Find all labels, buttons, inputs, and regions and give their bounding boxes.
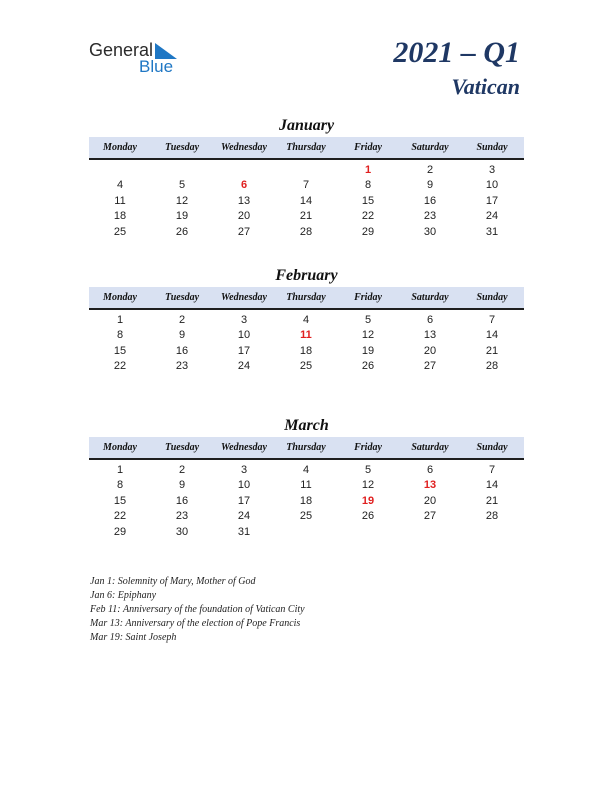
date-cell: 21	[485, 344, 499, 357]
date-cell: 2	[178, 463, 186, 476]
date-cell: 16	[423, 194, 437, 207]
date-cell: 12	[361, 329, 375, 342]
country-name: Vatican	[451, 74, 520, 99]
holiday-notes	[90, 575, 305, 645]
month-march	[89, 416, 524, 540]
week-row	[89, 328, 524, 344]
holiday-note: Feb 11: Anniversary of the foundation of Vatican City	[90, 604, 305, 615]
date-cell: 28	[299, 225, 313, 238]
date-cell: 15	[113, 494, 127, 507]
weekday-label: Saturday	[411, 142, 449, 153]
weekday-header-row	[89, 137, 524, 160]
date-cell: 26	[175, 225, 189, 238]
week-row	[89, 162, 524, 178]
date-cell: 30	[423, 225, 437, 238]
date-cell: 3	[240, 463, 248, 476]
weekday-label: Saturday	[411, 292, 449, 303]
holiday-note: Jan 1: Solemnity of Mary, Mother of God	[90, 576, 256, 587]
date-cell: 10	[485, 179, 499, 192]
date-cell: 29	[361, 225, 375, 238]
date-cell: 5	[364, 313, 372, 326]
holiday-date-cell: 6	[240, 179, 248, 192]
weeks-grid	[89, 462, 524, 540]
date-cell: 25	[113, 225, 127, 238]
date-cell: 25	[299, 360, 313, 373]
week-row	[89, 343, 524, 359]
date-cell: 22	[113, 510, 127, 523]
date-cell: 7	[488, 463, 496, 476]
date-cell: 8	[116, 479, 124, 492]
week-row	[89, 493, 524, 509]
weekday-label: Friday	[354, 142, 382, 153]
date-cell: 23	[423, 210, 437, 223]
date-cell: 13	[237, 194, 251, 207]
date-cell: 17	[237, 344, 251, 357]
date-cell: 15	[113, 344, 127, 357]
holiday-date-cell: 11	[300, 329, 312, 342]
date-cell: 6	[426, 313, 434, 326]
logo	[89, 40, 189, 76]
weekday-label: Monday	[103, 292, 137, 303]
weekday-label: Sunday	[476, 442, 508, 453]
holiday-date-cell: 13	[423, 479, 437, 492]
date-cell: 1	[116, 463, 124, 476]
week-row	[89, 224, 524, 240]
weekday-label: Tuesday	[164, 142, 200, 153]
week-row	[89, 462, 524, 478]
weekday-header-row	[89, 287, 524, 310]
weekday-header-row	[89, 437, 524, 460]
date-cell: 7	[488, 313, 496, 326]
weekday-label: Sunday	[476, 142, 508, 153]
week-row	[89, 209, 524, 225]
week-row	[89, 312, 524, 328]
weekday-label: Thursday	[286, 292, 326, 303]
quarter-title: 2021 – Q1	[393, 36, 520, 69]
date-cell: 3	[488, 163, 496, 176]
weekday-label: Thursday	[286, 442, 326, 453]
date-cell: 21	[485, 494, 499, 507]
date-cell: 14	[485, 479, 499, 492]
date-cell: 31	[237, 525, 251, 538]
date-cell: 9	[426, 179, 434, 192]
date-cell: 19	[361, 344, 375, 357]
week-row	[89, 524, 524, 540]
date-cell: 20	[423, 344, 437, 357]
month-february	[89, 266, 524, 374]
month-title: March	[284, 417, 329, 434]
date-cell: 9	[178, 479, 186, 492]
date-cell: 14	[485, 329, 499, 342]
week-row	[89, 359, 524, 375]
date-cell: 2	[426, 163, 434, 176]
date-cell: 27	[423, 360, 437, 373]
date-cell: 30	[175, 525, 189, 538]
date-cell: 28	[485, 360, 499, 373]
date-cell: 11	[300, 479, 312, 492]
week-row	[89, 509, 524, 525]
weeks-grid	[89, 162, 524, 240]
month-title: January	[278, 117, 335, 134]
date-cell: 31	[485, 225, 499, 238]
date-cell: 2	[178, 313, 186, 326]
date-cell: 28	[485, 510, 499, 523]
date-cell: 24	[237, 360, 251, 373]
date-cell: 11	[114, 194, 126, 207]
date-cell: 20	[423, 494, 437, 507]
date-cell: 10	[237, 479, 251, 492]
week-row	[89, 478, 524, 494]
weekday-label: Tuesday	[164, 292, 200, 303]
date-cell: 24	[237, 510, 251, 523]
weeks-grid	[89, 312, 524, 374]
weekday-label: Monday	[103, 142, 137, 153]
date-cell: 13	[423, 329, 437, 342]
date-cell: 29	[113, 525, 127, 538]
date-cell: 14	[299, 194, 313, 207]
date-cell: 8	[116, 329, 124, 342]
holiday-note: Mar 13: Anniversary of the election of Pope Francis	[90, 618, 301, 629]
date-cell: 22	[361, 210, 375, 223]
week-row	[89, 193, 524, 209]
date-cell: 27	[237, 225, 251, 238]
date-cell: 3	[240, 313, 248, 326]
date-cell: 25	[299, 510, 313, 523]
week-row	[89, 178, 524, 194]
weekday-label: Friday	[354, 442, 382, 453]
date-cell: 19	[175, 210, 189, 223]
month-title: February	[275, 267, 338, 284]
date-cell: 18	[299, 344, 313, 357]
date-cell: 9	[178, 329, 186, 342]
date-cell: 23	[175, 510, 189, 523]
weekday-label: Saturday	[411, 442, 449, 453]
date-cell: 8	[364, 179, 372, 192]
holiday-note: Jan 6: Epiphany	[90, 590, 157, 601]
date-cell: 6	[426, 463, 434, 476]
weekday-label: Friday	[354, 292, 382, 303]
date-cell: 17	[485, 194, 499, 207]
logo-blue-text: Blue	[139, 57, 174, 76]
date-cell: 27	[423, 510, 437, 523]
date-cell: 18	[299, 494, 313, 507]
date-cell: 1	[116, 313, 124, 326]
date-cell: 4	[116, 179, 124, 192]
date-cell: 12	[175, 194, 189, 207]
month-january	[89, 116, 524, 240]
date-cell: 16	[175, 344, 189, 357]
date-cell: 7	[302, 179, 310, 192]
holiday-date-cell: 19	[361, 494, 375, 507]
date-cell: 22	[113, 360, 127, 373]
weekday-label: Sunday	[476, 292, 508, 303]
date-cell: 16	[175, 494, 189, 507]
date-cell: 15	[361, 194, 375, 207]
date-cell: 5	[364, 463, 372, 476]
date-cell: 10	[237, 329, 251, 342]
date-cell: 26	[361, 510, 375, 523]
weekday-label: Wednesday	[221, 142, 267, 153]
weekday-label: Monday	[103, 442, 137, 453]
weekday-label: Wednesday	[221, 442, 267, 453]
date-cell: 5	[178, 179, 186, 192]
date-cell: 4	[302, 313, 310, 326]
logo-general-text: General	[89, 40, 154, 60]
date-cell: 17	[237, 494, 251, 507]
holiday-date-cell: 1	[364, 163, 372, 176]
date-cell: 26	[361, 360, 375, 373]
weekday-label: Wednesday	[221, 292, 267, 303]
date-cell: 18	[113, 210, 127, 223]
date-cell: 4	[302, 463, 310, 476]
weekday-label: Thursday	[286, 142, 326, 153]
weekday-label: Tuesday	[164, 442, 200, 453]
date-cell: 24	[485, 210, 499, 223]
date-cell: 23	[175, 360, 189, 373]
date-cell: 21	[299, 210, 313, 223]
holiday-note: Mar 19: Saint Joseph	[90, 632, 177, 643]
date-cell: 12	[361, 479, 375, 492]
date-cell: 20	[237, 210, 251, 223]
